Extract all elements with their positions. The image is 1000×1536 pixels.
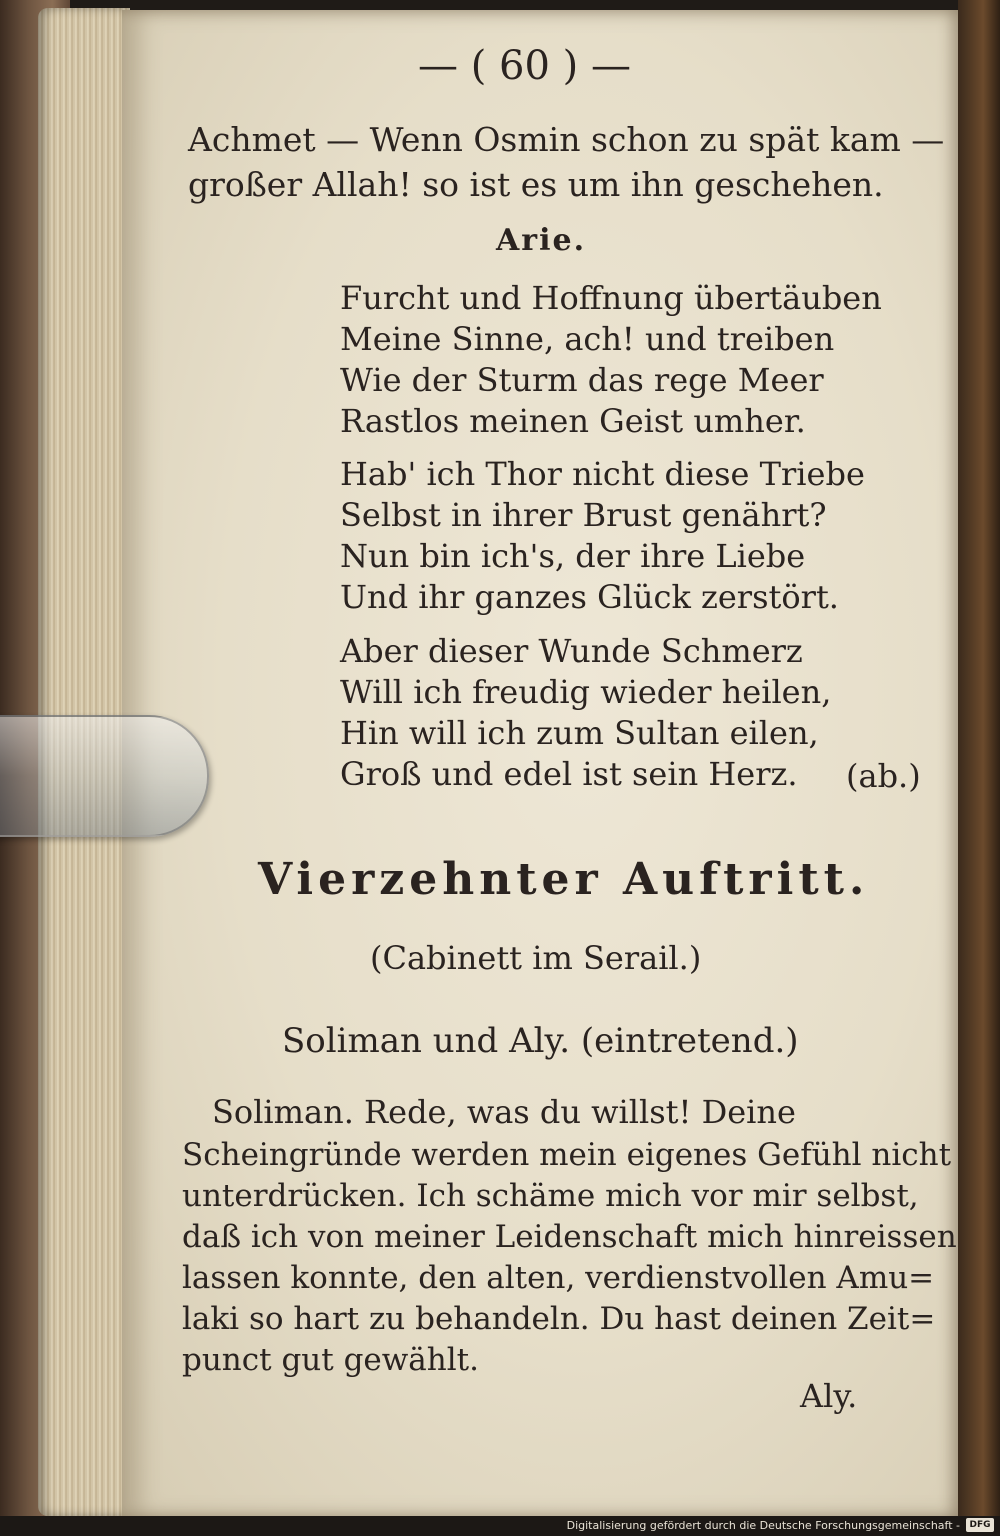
dialogue-line: daß ich von meiner Leidenschaft mich hinreissen — [182, 1219, 957, 1255]
page-number: — ( 60 ) — — [418, 43, 631, 89]
dfg-logo: DFG — [966, 1518, 994, 1532]
verse-line: Nun bin ich's, der ihre Liebe — [340, 537, 806, 575]
verse-line: Meine Sinne, ach! und treiben — [340, 320, 835, 358]
dialogue-line: unterdrücken. Ich schäme mich vor mir selbst, — [182, 1178, 919, 1214]
right-page-gutter — [958, 0, 1000, 1536]
catchword: Aly. — [800, 1377, 858, 1415]
aria-heading: Arie. — [496, 223, 587, 258]
intro-line-2: großer Allah! so ist es um ihn geschehen. — [188, 165, 884, 204]
page-clip — [0, 715, 209, 837]
verse-line: Hab' ich Thor nicht diese Triebe — [340, 455, 865, 493]
verse-line: Groß und edel ist sein Herz. — [340, 755, 798, 793]
verse-line: Furcht und Hoffnung übertäuben — [340, 279, 882, 317]
character-entrance: Soliman und Aly. (eintretend.) — [282, 1021, 799, 1061]
intro-line-1: Achmet — Wenn Osmin schon zu spät kam — — [188, 120, 945, 159]
dialogue-line: laki so hart zu behandeln. Du hast deinen Zeit= — [182, 1301, 936, 1337]
digitization-credit: Digitalisierung gefördert durch die Deutsche Forschungsgemeinschaft - — [566, 1519, 960, 1532]
dialogue-line: lassen konnte, den alten, verdienstvollen Amu= — [182, 1260, 935, 1296]
verse-line: Will ich freudig wieder heilen, — [340, 673, 832, 711]
scene-heading: Vierzehnter Auftritt. — [258, 854, 870, 905]
verse-line: Hin will ich zum Sultan eilen, — [340, 714, 819, 752]
dialogue-line: Soliman. Rede, was du willst! Deine — [212, 1093, 796, 1131]
dialogue-line: Scheingründe werden mein eigenes Gefühl nicht — [182, 1137, 952, 1173]
scene-location: (Cabinett im Serail.) — [370, 939, 702, 977]
verse-line: Aber dieser Wunde Schmerz — [340, 632, 803, 670]
dialogue-line: punct gut gewählt. — [182, 1342, 479, 1378]
verse-line: Und ihr ganzes Glück zerstört. — [340, 578, 839, 616]
verse-line: Selbst in ihrer Brust genährt? — [340, 496, 827, 534]
verse-line: Wie der Sturm das rege Meer — [340, 361, 824, 399]
verse-line: Rastlos meinen Geist umher. — [340, 402, 806, 440]
stage-direction-exit: (ab.) — [846, 757, 921, 795]
